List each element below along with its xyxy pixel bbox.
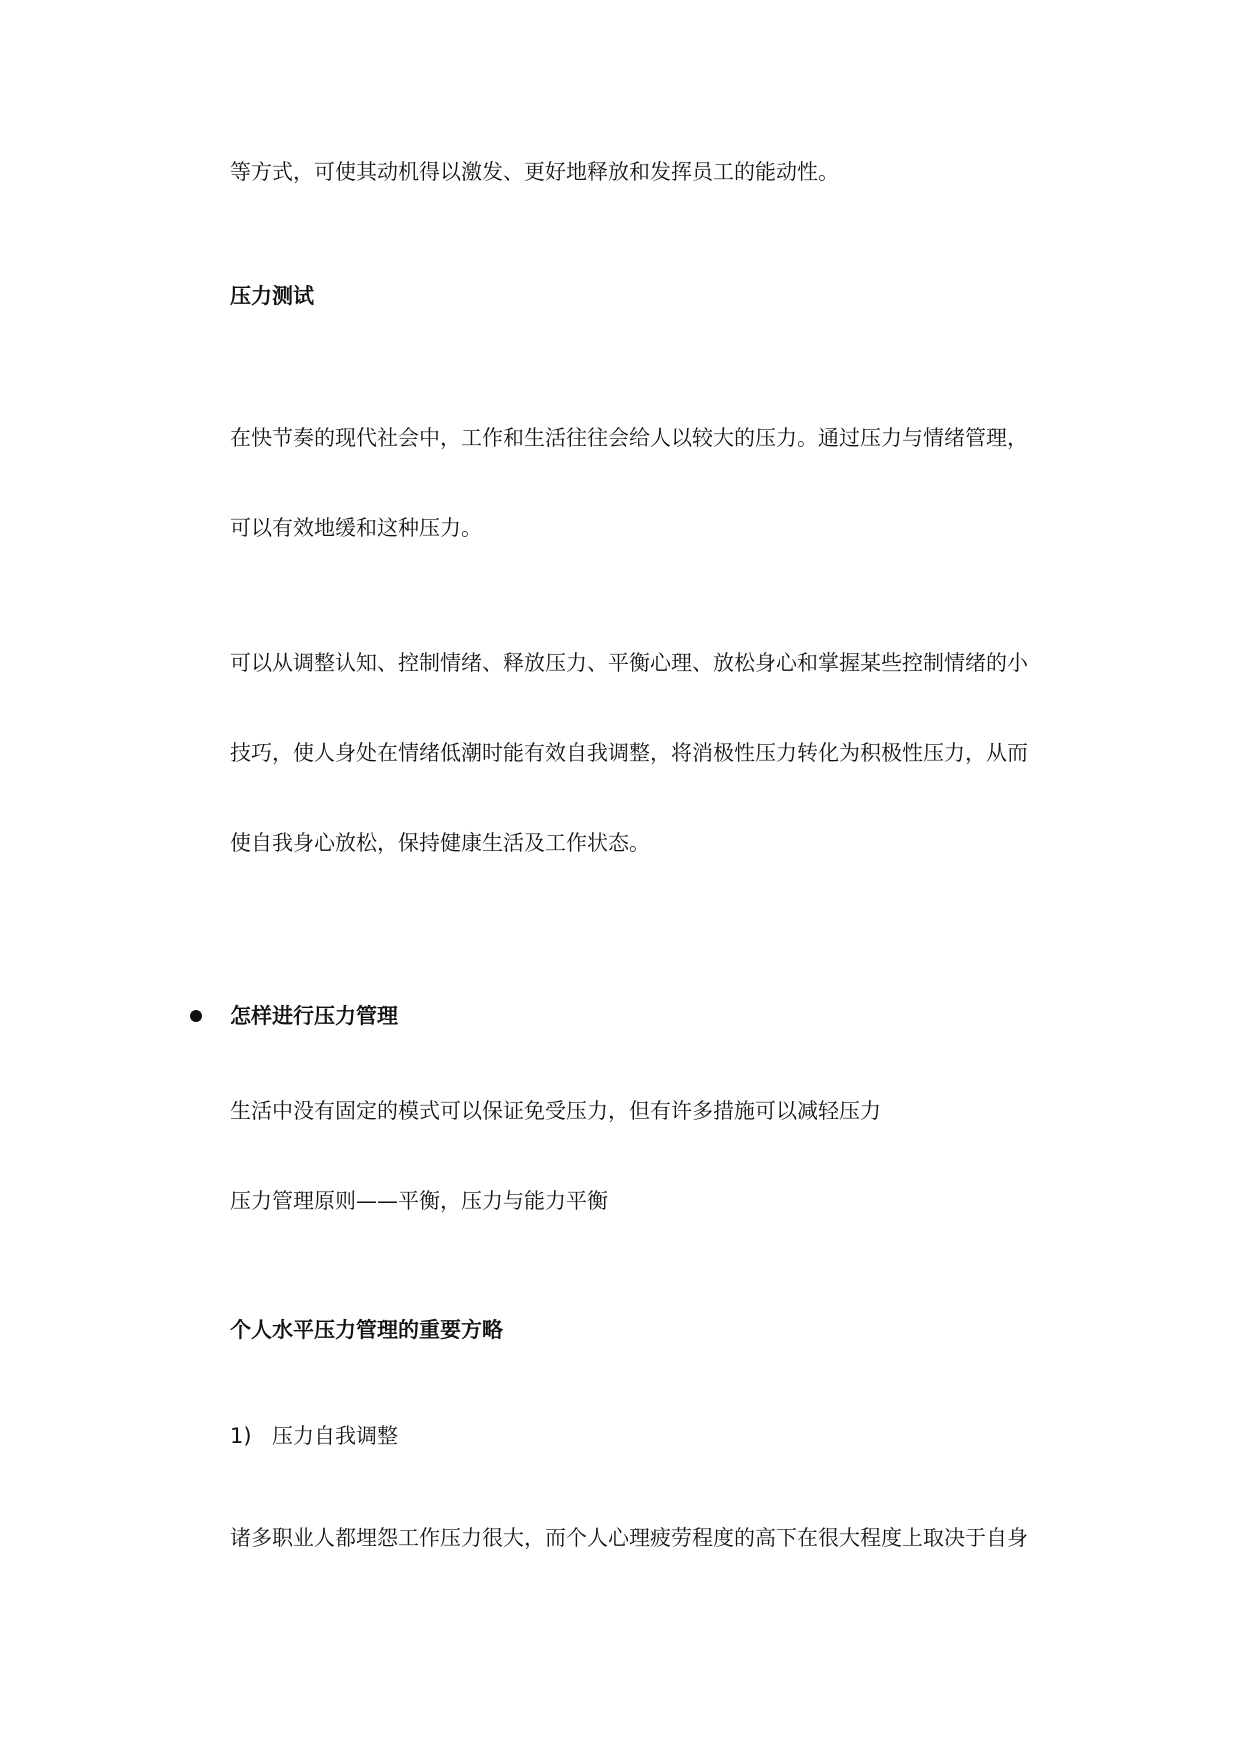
paragraph-line: 诸多职业人都埋怨工作压力很大，而个人心理疲劳程度的高下在很大程度上取决于自身 [230, 1526, 1028, 1550]
bullet-icon [190, 1010, 202, 1022]
paragraph-line: 生活中没有固定的模式可以保证免受压力，但有许多措施可以减轻压力 [230, 1099, 881, 1123]
paragraph-line: 可以有效地缓和这种压力。 [230, 516, 482, 540]
paragraph-line: 压力管理原则——平衡，压力与能力平衡 [230, 1189, 608, 1213]
section-heading-pressure-test: 压力测试 [230, 284, 314, 308]
paragraph-line: 在快节奏的现代社会中，工作和生活往往会给人以较大的压力。通过压力与情绪管理， [230, 426, 1028, 450]
section-heading-strategy: 个人水平压力管理的重要方略 [230, 1318, 503, 1342]
paragraph-line: 使自我身心放松，保持健康生活及工作状态。 [230, 831, 650, 855]
list-item-number: 1) [230, 1424, 252, 1448]
paragraph-line: 等方式，可使其动机得以激发、更好地释放和发挥员工的能动性。 [230, 160, 839, 184]
list-item-text: 压力自我调整 [272, 1424, 398, 1448]
bullet-heading: 怎样进行压力管理 [230, 1004, 398, 1028]
paragraph-line: 可以从调整认知、控制情绪、释放压力、平衡心理、放松身心和掌握某些控制情绪的小 [230, 651, 1028, 675]
paragraph-line: 技巧，使人身处在情绪低潮时能有效自我调整，将消极性压力转化为积极性压力，从而 [230, 741, 1028, 765]
